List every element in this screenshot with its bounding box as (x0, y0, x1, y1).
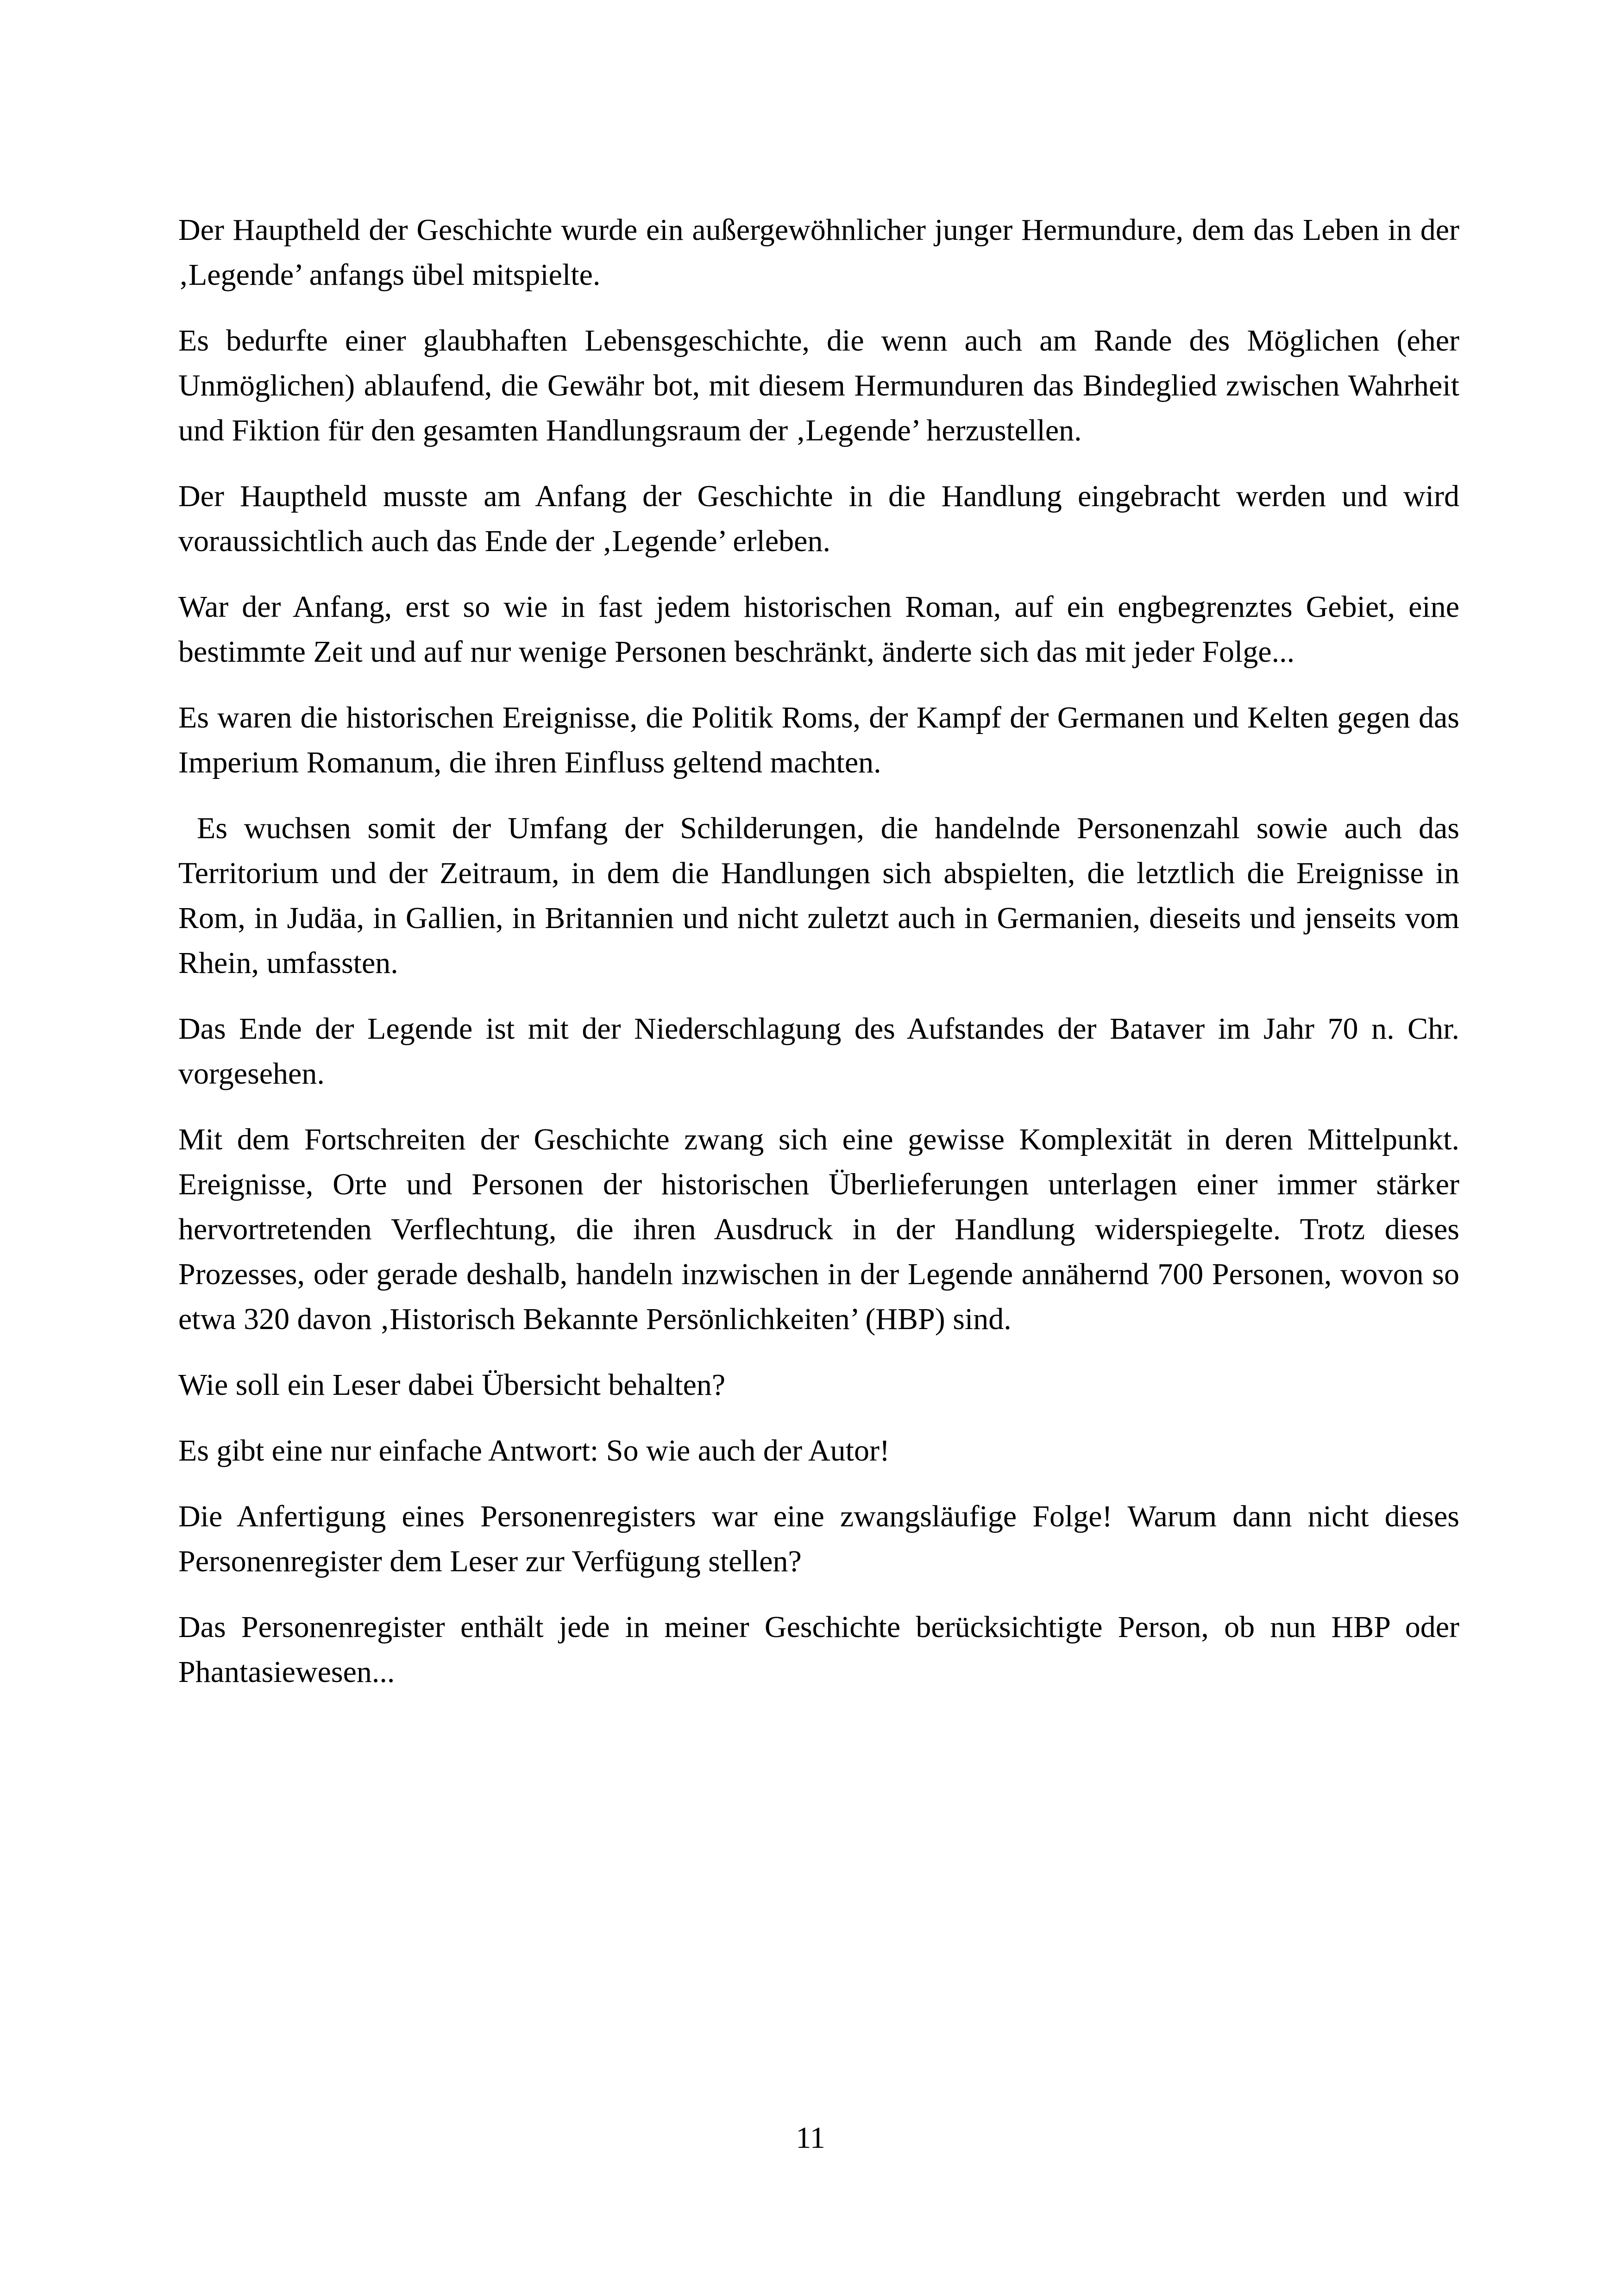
paragraph-4: War der Anfang, erst so wie in fast jedem historischen Roman, auf ein engbegrenztes Gebiet, eine bestimmte Zeit und auf nur wenige Personen beschränkt, änderte sich das mit jeder Folge... (178, 590, 1459, 669)
paragraph-1: Der Hauptheld der Geschichte wurde ein außergewöhnlicher junger Hermundure, dem das Leben in der ‚Legende’ anfangs übel mitspielte. (178, 213, 1459, 292)
paragraph-5: Es waren die historischen Ereignisse, die Politik Roms, der Kampf der Germanen und Kelten gegen das Imperium Romanum, die ihren Einfluss geltend machten. (178, 701, 1459, 779)
paragraph-2: Es bedurfte einer glaubhaften Lebensgeschichte, die wenn auch am Rande des Möglichen (eher Unmöglichen) ablaufend, die Gewähr bot, mit diesem Hermunduren das Bindeglied zwischen Wahrheit und Fiktion für den gesamten Handlungsraum der ‚Legende’ herzustellen. (178, 324, 1459, 447)
paragraph-6: Es wuchsen somit der Umfang der Schilderungen, die handelnde Personenzahl sowie auch das Territorium und der Zeitraum, in dem die Handlungen sich abspielten, die letztlich die Ereignisse in Rom, in Judäa, in Gallien, in Britannien und nicht zuletzt auch in Germanien, dieseits und jenseits vom Rhein, umfassten. (178, 811, 1459, 980)
paragraph-7: Das Ende der Legende ist mit der Niederschlagung des Aufstandes der Bataver im Jahr 70 n. Chr. vorgesehen. (178, 1012, 1459, 1091)
paragraph-12: Das Personenregister enthält jede in meiner Geschichte berücksichtigte Person, ob nun HBP oder Phantasiewesen... (178, 1610, 1459, 1689)
paragraph-3: Der Hauptheld musste am Anfang der Geschichte in die Handlung eingebracht werden und wird voraussichtlich auch das Ende der ‚Legende’ erleben. (178, 479, 1459, 558)
paragraph-8: Mit dem Fortschreiten der Geschichte zwang sich eine gewisse Komplexität in deren Mittelpunkt. Ereignisse, Orte und Personen der historischen Überlieferungen unterlagen einer immer stärker hervortretenden Verflechtung, die ihren Ausdruck in der Handlung widerspiegelte. Trotz dieses Prozesses, oder gerade deshalb, handeln inzwischen in der Legende annähernd 700 Personen, wovon so etwa 320 davon ‚Historisch Bekannte Persönlichkeiten’ (HBP) sind. (178, 1123, 1459, 1336)
paragraph-9: Wie soll ein Leser dabei Übersicht behalten? (178, 1368, 726, 1402)
page-number: 11 (796, 2121, 825, 2155)
paragraph-10: Es gibt eine nur einfache Antwort: So wie auch der Autor! (178, 1434, 890, 1468)
text-block (178, 207, 1459, 1715)
paragraph-11: Die Anfertigung eines Personenregisters war eine zwangsläufige Folge! Warum dann nicht dieses Personenregister dem Leser zur Verfügung stellen? (178, 1499, 1459, 1578)
